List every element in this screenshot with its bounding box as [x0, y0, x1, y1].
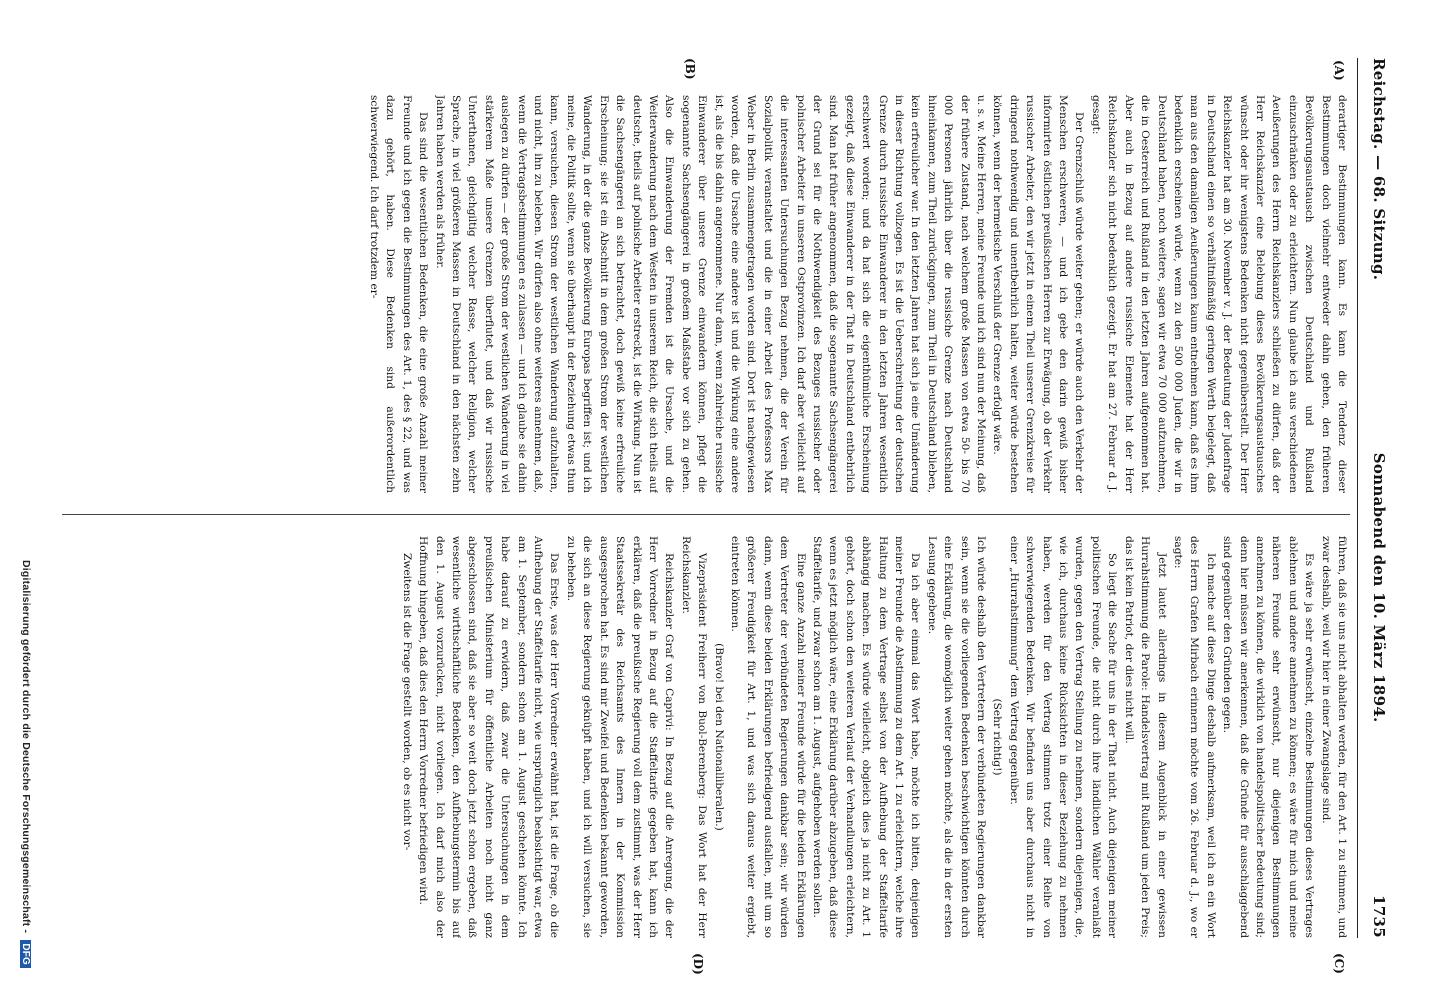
paragraph: Das Erste, was der Herr Vorredner erwähnt hat, ist die Frage, ob die Aufhebung der Staffeltarife nicht, wie ursprünglich beabsichtigt war, etwa am 1. September, sondern schon am 1. August geschehen könnte. Ich habe darauf zu erwidern, daß zwar die Untersuchungen in dem preußischen Ministerium für öffentliche Arbeiten noch nicht ganz abgeschlossen sind, daß sie aber so weit doch jetzt schon ergeben, daß wesentliche wirthschaftliche Bedenken, den Aufhebungstermin bis auf den 1. August vorzurücken, nicht vorliegen. Ich darf mich also der Hoffnung hingeben, daß dies den Herrn Vorredner befriedigen wird. — [417, 536, 561, 938]
margin-marker-a: (A) — [1332, 60, 1346, 81]
paragraph: Eine ganze Anzahl meiner Freunde würde für die beiden Erklärungen dem Vertreter der verbündeten Regierungen dankbar sein; wir würden dann, wenn diese beiden Erklärungen befriedigend ausfallen, mit um so größerer Freudigkeit für Art. 1, und was sich daraus weiter ergiebt, eintreten können. — [728, 536, 807, 938]
paragraph: Das sind die wesentlichen Bedenken, die eine große Anzahl meiner Freunde und ich gegen die Bestimmungen des Art. 1, des § 22, und was dazu gehört, haben. Diese Bedenken sind außerordentlich schwerwiegend. Ich darf trotzdem er- — [368, 95, 430, 493]
credit-text: Digitalisierung gefördert durch die Deutsche Forschungsgemeinschaft - — [20, 560, 32, 934]
interjection: (Bravo! bei den Nationalliberalen.) — [712, 643, 725, 831]
quote-paragraph: Jetzt lautet allerdings in diesem Augenblick in einer gewissen Hurrahstimmung die Parole: Handelsvertrag mit Rußland um jeden Preis; das ist kein Patriot, der dies nicht will. — [1122, 536, 1168, 938]
margin-marker-d: (D) — [691, 953, 705, 975]
header-session: Reichstag. — 68. Sitzung. — [1370, 58, 1388, 281]
margin-marker-c: (C) — [1332, 953, 1346, 974]
paragraph: Zweitens ist die Frage gestellt worden, ob es nicht vor- — [400, 552, 413, 851]
header-rule — [1357, 58, 1358, 938]
paragraph: Es wäre ja sehr erwünscht, einzelne Bestimmungen dieses Vertrages ablehnen und andere annehmen zu können; es wäre für mich und meine näheren Freunde sehr erwünscht, nur diejenigen Bestimmungen annehmen zu können, die wirklich von handelspolitischer Bedeutung sind; denn hier müssen wir anerkennen, daß die Gründe für ausschlaggebend sind gegenüber den Gründen gegen. — [1221, 536, 1316, 938]
quote-paragraph: Der Grenzschluß würde weiter gehen; er würde auch den Verkehr der Menschen erschweren, — und ich gebe den darin gewiß bisher informirten östlichen preußischen Herren zur Erwägung, ob der Verkehr russischer Arbeiter, den wir jetzt in einem Theil unserer Grenzkreise für dringend nothwendig und unentbehrlich halten, weiter würde bestehen können, wenn der hermetische Verschluß der Grenze erfolgt wäre. — [991, 95, 1086, 493]
text-column-right — [60, 536, 1350, 938]
page-header — [1358, 58, 1388, 938]
dfg-logo: DFG — [20, 940, 31, 968]
column-divider — [62, 514, 1350, 515]
text-column-left — [60, 95, 1350, 493]
speaker-paragraph: Reichskanzler Graf von Caprivi: In Bezug auf die Anregung, die der Herr Vorredner in Bezug auf die Staffeltarife gegeben hat, kann ich erklären, daß die preußische Regierung voll dem zustimmt, was der Herr Staatssekretär des Reichsamts des Innern in der Kommission ausgesprochen hat. Es sind mir Zweifel und Bedenken bekannt geworden, die sich an diese Regierung geknüpft haben, und ich will versuchen, sie zu beheben. — [564, 536, 676, 938]
header-date: Sonnabend den 10. März 1894. — [1370, 452, 1388, 723]
paragraph: So liegt die Sache für uns in der That nicht. Auch diejenigen meiner politischen Freunde, die nicht durch ihre ländlichen Wähler veranlaßt wurden, gegen den Vertrag Stellung zu nehmen, sondern diejenigen, die, wie ich, durchaus keine Rücksichten in dieser Beziehung zu nehmen haben, werden für den Vertrag stimmen trotz einer Reihe von schwerwiegenden Bedenken. Wir befinden uns aber durchaus nicht in einer „Hurrahstimmung“ dem Vertrag gegenüber. — [1007, 536, 1119, 938]
margin-marker-b: (B) — [683, 58, 697, 80]
paragraph: derartiger Bestimmungen kann. Es kann die Tendenz dieser Bestimmungen doch vielmehr entweder dahin gehen, den früheren Bevölkerungsaustausch zwischen Deutschland und Rußland einzuschränken oder zu erleichtern. Nun glaube ich aus verschiedenen Aeußerungen des Herrn Reichskanzlers schließen zu dürfen, daß der Herr Reichskanzler eine Belebung dieses Bevölkerungsaustausches wünscht oder ihr wenigstens Bedenken nicht gegenüberstellt. Der Herr Reichskanzler hat am 30. November v. J. der Bedeutung der Judenfrage in Deutschland einen so verhältnißmäßig geringen Werth beigelegt, daß man aus den damaligen Aeußerungen kaum entnehmen kann, daß es ihm bedenklich erscheinen würde, wenn zu den 500 000 Juden, die wir in Deutschland haben, noch weitere, sagen wir etwa 70 000 aufzunehmen, die in Oesterreich und Rußland in den letzten Jahren aufgenommen hat. Aber auch in Bezug auf andere russische Elemente hat der Herr Reichskanzler sich nicht bedenklich gezeigt. Er hat am 27. Februar d. J. gesagt: — [1089, 95, 1348, 493]
speaker-paragraph: Vizepräsident Freiherr von Buol-Berenberg: Das Wort hat der Herr Reichskanzler. — [679, 536, 709, 938]
paragraph: Da ich aber einmal das Wort habe, möchte ich bitten, denjenigen meiner Freunde die Abstimmung zu dem Art. 1 zu erleichtern, welche ihre Haltung zu dem Vertrage selbst von der Aufhebung der Staffeltarife abhängig machen. Es würde vielleicht, obgleich dies ja nicht zu Art. 1 gehört, doch schon den weiteren Verlauf der Verhandlungen erleichtern, wenn es jetzt möglich wäre, eine Erklärung darüber abzugeben, daß diese Staffeltarife, und zwar schon am 1. August, aufgehoben werden sollen. — [811, 536, 922, 938]
paragraph: führen, daß sie uns nicht abhalten werden, für den Art. 1 zu stimmen, und zwar deshalb, weil wir hier in einer Zwangslage sind. — [1319, 536, 1348, 938]
paragraph: Ich mache auf diese Dinge deshalb aufmerksam, weil ich an ein Wort des Herrn Grafen Mirbach erinnern möchte vom 26. Februar d. J., wo er sagte: — [1171, 536, 1217, 938]
digitization-credit — [20, 560, 32, 1000]
paragraph: Ich würde deshalb den Vertretern der verbündeten Regierungen dankbar sein, wenn sie die vorliegenden Bedenken beschwichtigen könnten durch eine Erklärung, die womöglich weiter gehen möchte, als die in der ersten Lesung gegebene. — [925, 536, 988, 938]
page-number: 1735 — [1370, 895, 1388, 938]
interjection: (Sehr richtig!) — [991, 698, 1004, 776]
paragraph: u. s. w. Meine Herren, meine Freunde und ich sind nun der Meinung, daß der frühere Zustand, nach welchem große Massen von etwa 50- bis 70 000 Personen jährlich über die russische Grenze nach Deutschland hineinkamen, zum Theil zurückgingen, zum Theil in Deutschland blieben, kein erfreulicher war. In den letzten Jahren hat sich ja eine Umänderung in dieser Richtung vollzogen. Es ist die Ueberschreitung der deutschen Grenze durch russische Einwanderer in den letzten Jahren wesentlich erschwert worden; und da hat sich die eigenthümliche Erscheinung gezeigt, daß diese Einwanderer in der That in Deutschland entbehrlich sind. Man hat früher angenommen, daß die sogenannte Sachsengängerei der Grund sei für die Nothwendigkeit des Bezuges russischer oder polnischer Arbeiter in unseren Ostprovinzen. Ich darf aber vielleicht auf die interessanten Untersuchungen Bezug nehmen, die der Verein für Sozialpolitik veranstaltet und die in einer Arbeit des Professors Max Weber in Berlin zusammengetragen worden sind. Dort ist nachgewiesen worden, daß die Ursache eine andere ist und die Wirkung eine andere ist, als die bis dahin angenommene. Nur dann, wenn zahlreiche russische Einwanderer über unsere Grenze einwandern können, pflegt die sogenannte Sachsengängerei in großem Maßstabe vor sich zu gehen. Also die Einwanderung der Fremden ist die Ursache, und die Weiterwanderung nach dem Westen in unserem Reich, die sich theils auf deutsche, theils auf polnische Arbeiter erstreckt, ist die Wirkung. Nun ist die Sachsengängerei an sich betrachtet, doch gewiß keine erfreuliche Erscheinung; sie ist ein Abschnitt in dem großen Strom der westlichen Wanderung, in der die ganze Bevölkerung Europas begriffen ist; und ich meine, die Politik sollte, wenn sie überhaupt in der Beziehung etwas thun kann, versuchen, diesen Strom der westlichen Wanderung aufzuhalten, und nicht, ihn zu beleben. Wir dürfen also ohne weiteres annehmen, daß, wenn die Vertragsbestimmungen es zulassen — und ich glaube sie dahin auslegen zu dürfen — der große Strom der westlichen Wanderung in viel stärkerem Maße unsere Grenzen überflutet, und daß wir russische Unterthanen, gleichgiltig welcher Rasse, welcher Religion, welcher Sprache, in viel größeren Massen in Deutschland in den nächsten zehn Jahren haben werden als früher. — [433, 95, 988, 493]
